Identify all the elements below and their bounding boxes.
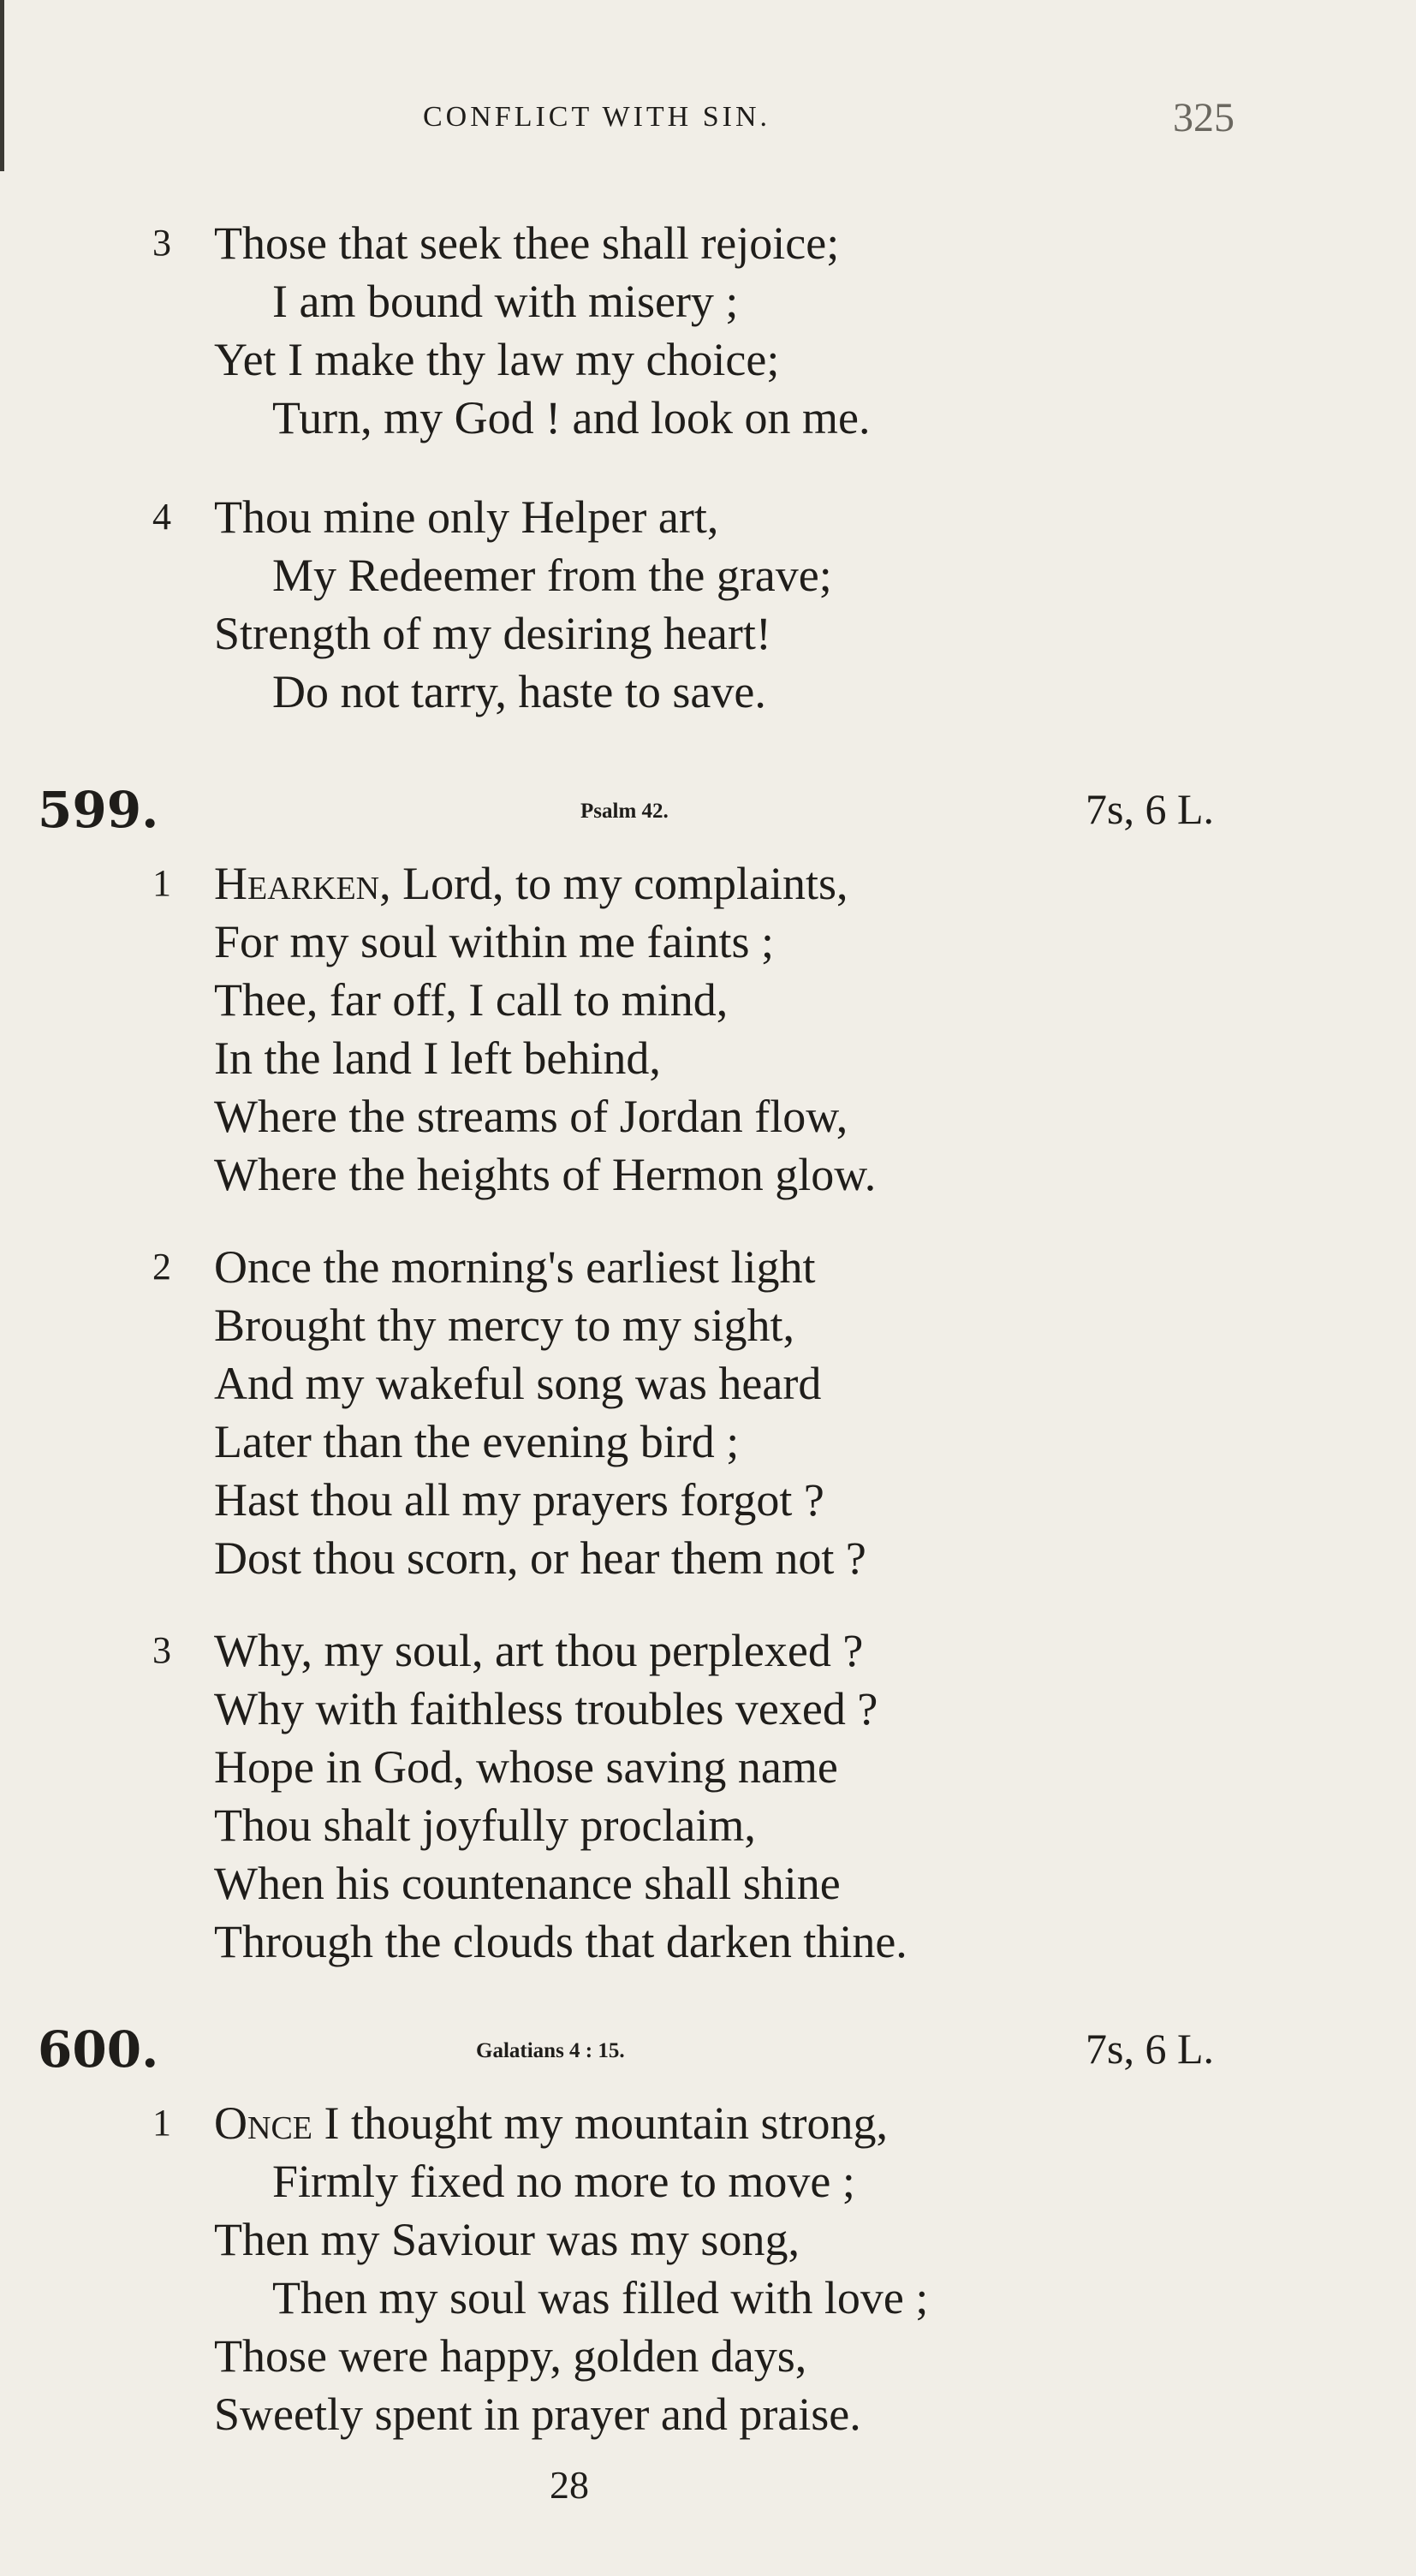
verse-line: Dost thou scorn, or hear them not ? <box>214 1532 866 1584</box>
verse-line: And my wakeful song was heard <box>214 1358 822 1409</box>
verse-first-word: Hearken, <box>214 858 391 909</box>
hymn-meter: 7s, 6 L. <box>1086 785 1214 833</box>
verse-line: I am bound with misery ; <box>272 276 739 327</box>
hymn-scripture-reference: Psalm 42. <box>580 800 669 823</box>
verse-line: Those were happy, golden days, <box>214 2330 807 2382</box>
verse-line: Thou mine only Helper art, <box>214 491 719 543</box>
hymn-meter: 7s, 6 L. <box>1086 2025 1214 2073</box>
verse-line: Where the streams of Jordan flow, <box>214 1091 848 1142</box>
verse-line: Hast thou all my prayers forgot ? <box>214 1474 824 1526</box>
verse-line: Turn, my God ! and look on me. <box>272 392 871 443</box>
verse-line: Thou shalt joyfully proclaim, <box>214 1800 756 1851</box>
stanza-number: 3 <box>152 1629 171 1671</box>
verse-line: Later than the evening bird ; <box>214 1416 740 1467</box>
page-number: 325 <box>1173 95 1235 140</box>
verse-line: Yet I make thy law my choice; <box>214 334 780 385</box>
verse-line: Do not tarry, haste to save. <box>272 666 766 717</box>
signature-mark: 28 <box>550 2463 589 2507</box>
stanza-number: 1 <box>152 2102 171 2144</box>
hymn-number: 599. <box>38 781 159 839</box>
stanza-number: 3 <box>152 222 171 264</box>
verse-line: For my soul within me faints ; <box>214 916 774 967</box>
verse-line: When his countenance shall shine <box>214 1858 841 1909</box>
verse-line: Those that seek thee shall rejoice; <box>214 217 840 269</box>
verse-line: Thee, far off, I call to mind, <box>214 974 729 1026</box>
hymn-599-heading <box>0 781 1416 841</box>
verse-line: In the land I left behind, <box>214 1032 661 1084</box>
hymn-600-heading <box>0 2020 1416 2080</box>
hymn-scripture-reference: Galatians 4 : 15. <box>476 2039 625 2062</box>
stanza-number: 1 <box>152 862 171 904</box>
verse-line: Then my Saviour was my song, <box>214 2214 800 2265</box>
running-title: CONFLICT WITH SIN. <box>423 101 771 133</box>
verse-line <box>214 2094 888 2152</box>
verse-line: Then my soul was filled with love ; <box>272 2272 929 2323</box>
verse-line <box>214 854 848 913</box>
verse-line: Strength of my desiring heart! <box>214 608 771 659</box>
verse-line: Hope in God, whose saving name <box>214 1741 838 1793</box>
verse-line: Once the morning's earliest light <box>214 1241 816 1293</box>
running-head <box>0 95 1416 152</box>
verse-line: Through the clouds that darken thine. <box>214 1916 907 1967</box>
hymn-number: 600. <box>38 2020 159 2079</box>
verse-line: Sweetly spent in prayer and praise. <box>214 2389 861 2440</box>
verse-line: Why with faithless troubles vexed ? <box>214 1683 878 1734</box>
stanza-number: 4 <box>152 496 171 538</box>
stanza-number: 2 <box>152 1246 171 1288</box>
verse-first-line-rest: Lord, to my complaints, <box>390 858 848 909</box>
verse-first-word: Once <box>214 2097 312 2149</box>
verse-line: Brought thy mercy to my sight, <box>214 1300 794 1351</box>
verse-line: My Redeemer from the grave; <box>272 550 832 601</box>
verse-line: Where the heights of Hermon glow. <box>214 1149 877 1200</box>
verse-line: Firmly fixed no more to move ; <box>272 2156 855 2207</box>
verse-first-line-rest: I thought my mountain strong, <box>312 2097 888 2149</box>
verse-line: Why, my soul, art thou perplexed ? <box>214 1625 864 1676</box>
